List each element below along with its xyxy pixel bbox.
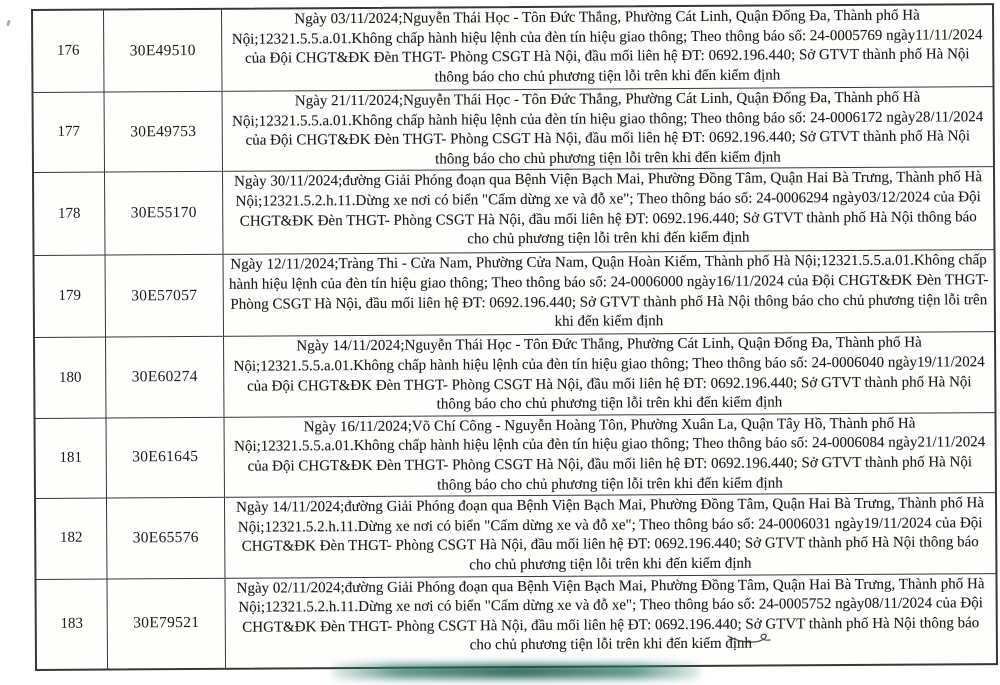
plate-number-cell: 30E79521 (107, 578, 226, 668)
plate-number-cell: 30E61645 (107, 418, 225, 498)
plate-number-cell: 30E49753 (105, 92, 223, 172)
scan-artifact (332, 664, 700, 679)
violation-description-cell: Ngày 21/11/2024;Nguyễn Thái Học - Tôn Đức Thắng, Phường Cát Linh, Quận Đống Đa, Thành phố Hà Nội;12321.5.5.a.01.Không chấp hành hiệu lệnh của đèn tín hiệu giao thông; Theo thông báo số: 24-0006172 ngày28/11/2024 của Đội CHGT&ĐK Đèn THGT- Phòng CSGT Hà Nội, đầu mối liên hệ ĐT: 0692.196.440; Sở GTVT thành phố Hà Nội thông báo cho chủ phương tiện lỗi trên khi đến kiểm định (232, 89, 984, 168)
row-index-cell: 181 (36, 418, 107, 498)
table-row (36, 574, 996, 669)
table-row (35, 332, 994, 418)
scanned-page (31, 3, 998, 670)
violation-table (31, 3, 998, 670)
plate-number-cell: 30E57057 (106, 255, 224, 337)
violation-description-cell: Ngày 30/11/2024;đường Giải Phóng đoạn qua Bệnh Viện Bạch Mai, Phường Đồng Tâm, Quận Hai Bà Trưng, Thành phố Hà Nội;12321.5.2.h.11.Dừng xe nơi có biển "Cấm dừng xe và đỗ xe"; Theo thông báo số: 24-0006294 ngày03/12/2024 của Đội CHGT&ĐK Đèn THGT- Phòng CSGT Hà Nội, đầu mối liên hệ ĐT: 0692.196.440; Sở GTVT thành phố Hà Nội thông báo cho chủ phương tiện lỗi trên khi đến kiểm định (234, 169, 983, 248)
table-row (34, 168, 993, 257)
row-index-cell: 177 (34, 93, 105, 173)
plate-number-cell: 30E55170 (105, 172, 223, 255)
violation-description-cell: Ngày 02/11/2024;đường Giải Phóng đoạn qua Bệnh Viện Bạch Mai, Phường Đồng Tâm, Quận Hai Bà Trưng, Thành phố Hà Nội;12321.5.2.h.11.Dừng xe nơi có biển "Cấm dừng xe và đỗ xe"; Theo thông báo số: 24-0005752 ngày08/11/2024 của Đội CHGT&ĐK Đèn THGT- Phòng CSGT Hà Nội, đầu mối liên hệ ĐT: 0692.196.440; Sở GTVT thành phố Hà Nội thông báo cho chủ phương tiện lỗi trên khi đến kiểm định (236, 575, 985, 654)
table-row (35, 251, 994, 339)
plate-number-cell: 30E65576 (107, 498, 225, 578)
row-index-cell: 182 (36, 499, 107, 579)
table-row (33, 5, 992, 93)
violation-description-cell: Ngày 14/11/2024;Nguyễn Thái Học - Tôn Đức Thắng, Phường Cát Linh, Quận Đống Đa, Thành phố Hà Nội;12321.5.5.a.01.Không chấp hành hiệu lệnh của đèn tín hiệu giao thông; Theo thông báo số: 24-0006040 ngày19/11/2024 của Đội CHGT&ĐK Đèn THGT- Phòng CSGT Hà Nội, đầu mối liên hệ ĐT: 0692.196.440; Sở GTVT thành phố Hà Nội thông báo cho chủ phương tiện lỗi trên khi đến kiểm định (233, 334, 985, 413)
table-row (34, 87, 993, 173)
row-index-cell: 183 (36, 579, 108, 668)
violation-description-cell: Ngày 16/11/2024;Võ Chí Công - Nguyễn Hoàng Tôn, Phường Xuân La, Quận Tây Hồ, Thành phố Hà Nội;12321.5.5.a.01.Không chấp hành hiệu lệnh của đèn tín hiệu giao thông; Theo thông báo số: 24-0006084 ngày21/11/2024 của Đội CHGT&ĐK Đèn THGT- Phòng CSGT Hà Nội, đầu mối liên hệ ĐT: 0692.196.440; Sở GTVT thành phố Hà Nội thông báo cho chủ phương tiện lỗi trên khi đến kiểm định (234, 415, 986, 494)
row-index-cell: 179 (35, 256, 106, 337)
row-index-cell: 176 (33, 11, 104, 92)
plate-number-cell: 30E49510 (104, 10, 222, 92)
table-row (36, 493, 995, 579)
row-index-cell: 178 (34, 173, 105, 255)
scan-speck (6, 20, 11, 27)
violation-description-cell: Ngày 12/11/2024;Tràng Thi - Cửa Nam, Phường Cửa Nam, Quận Hoàn Kiếm, Thành phố Hà Nội;12321.5.5.a.01.Không chấp hành hiệu lệnh của đèn tín hiệu giao thông; Theo thông báo số: 24-0006000 ngày16/11/2024 của Đội CHGT&ĐK Đèn THGT- Phòng CSGT Hà Nội, đầu mối liên hệ ĐT: 0692.196.440; Sở GTVT thành phố Hà Nội thông báo cho chủ phương tiện lỗi trên khi đến kiểm định (228, 252, 989, 330)
table-row (36, 413, 995, 499)
violation-description-cell: Ngày 14/11/2024;đường Giải Phóng đoạn qua Bệnh Viện Bạch Mai, Phường Đồng Tâm, Quận Hai Bà Trưng, Thành phố Hà Nội;12321.5.2.h.11.Dừng xe nơi có biển "Cấm dừng xe và đỗ xe"; Theo thông báo số: 24-0006031 ngày19/11/2024 của Đội CHGT&ĐK Đèn THGT- Phòng CSGT Hà Nội, đầu mối liên hệ ĐT: 0692.196.440; Sở GTVT thành phố Hà Nội thông báo cho chủ phương tiện lỗi trên khi đến kiểm định (236, 495, 985, 574)
violation-description-cell: Ngày 03/11/2024;Nguyễn Thái Học - Tôn Đức Thắng, Phường Cát Linh, Quận Đống Đa, Thành phố Hà Nội;12321.5.5.a.01.Không chấp hành hiệu lệnh của đèn tín hiệu giao thông; Theo thông báo số: 24-0005769 ngày11/11/2024 của Đội CHGT&ĐK Đèn THGT- Phòng CSGT Hà Nội, đầu mối liên hệ ĐT: 0692.196.440; Sở GTVT thành phố Hà Nội thông báo cho chủ phương tiện lỗi trên khi đến kiểm định (231, 7, 983, 86)
row-index-cell: 180 (35, 338, 106, 418)
plate-number-cell: 30E60274 (106, 337, 224, 417)
